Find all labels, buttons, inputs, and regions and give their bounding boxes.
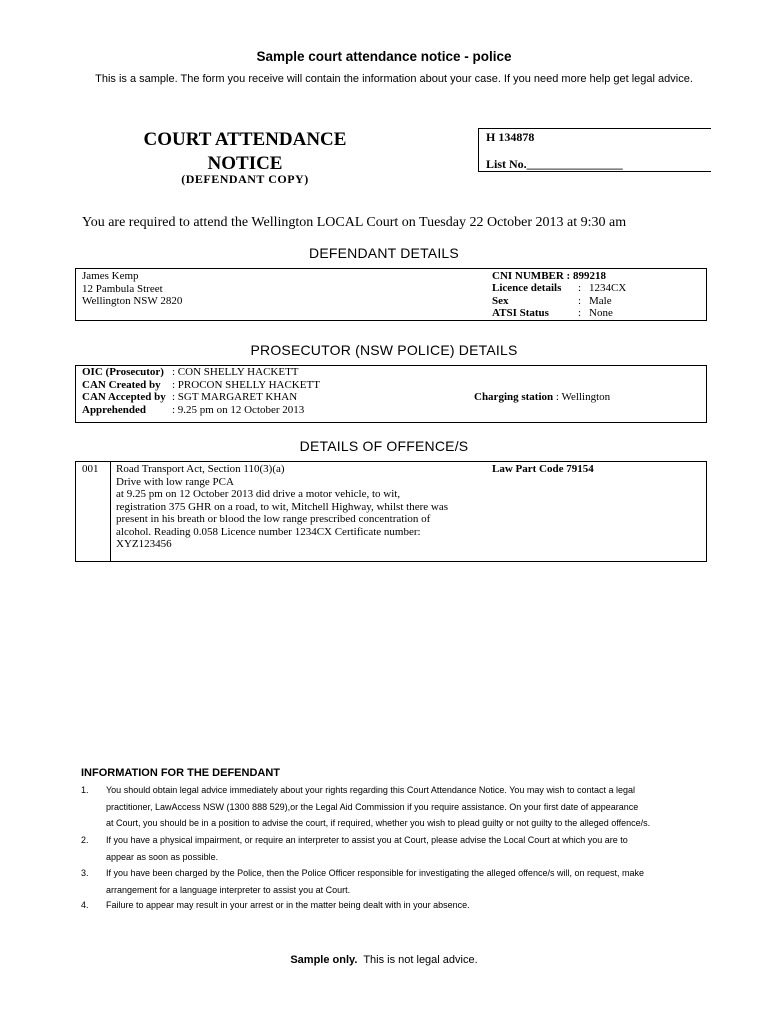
defendant-suburb: Wellington NSW 2820 <box>82 295 183 307</box>
law-part-code: Law Part Code 79154 <box>492 463 594 475</box>
reference-number: H 134878 <box>486 130 535 144</box>
list-number: List No.________________ <box>486 157 623 171</box>
notice-subtitle: (DEFENDANT COPY) <box>181 172 309 186</box>
attendance-line: You are required to attend the Wellington LOCAL Court on Tuesday 22 October 2013 at 9:30 am <box>82 215 627 230</box>
prosecutor-details-box <box>75 365 707 423</box>
licence-value: 1234CX <box>589 282 627 294</box>
prosecutor-details-heading: PROSECUTOR (NSW POLICE) DETAILS <box>250 342 518 358</box>
footer-text: This is not legal advice. <box>363 954 478 966</box>
prosecutor-fields <box>82 366 320 416</box>
information-item-2 <box>81 832 711 866</box>
charging-station-value: : Wellington <box>555 391 611 403</box>
charging-station-label: Charging station <box>474 391 554 403</box>
information-item-4 <box>81 897 711 914</box>
oic-row: OIC (Prosecutor) : CON SHELLY HACKETT <box>82 366 299 378</box>
footer-bold: Sample only. <box>290 954 358 966</box>
offence-details-heading: DETAILS OF OFFENCE/S <box>299 438 469 454</box>
item-text: If you have been charged by the Police, then the Police Officer responsible for investigating the alleged offence/s will, on request, make arrangement for a language interpreter to assist you at Court. <box>106 868 644 895</box>
offence-act: Road Transport Act, Section 110(3)(a) <box>116 463 285 475</box>
information-item-3 <box>81 865 711 899</box>
defendant-details-heading: DEFENDANT DETAILS <box>309 245 459 261</box>
defendant-street: 12 Pambula Street <box>82 282 163 295</box>
item-text: You should obtain legal advice immediately about your rights regarding this Court Attendance Notice. You may wish to contact a legal practitioner, LawAccess NSW (1300 888 529),or the Legal Aid Commission if you require assistance. On your first date of appearance at Court, you should be in a position to advise the court, if required, whether you wish to plead guilty or not guilty to the alleged offence/s. <box>106 785 651 828</box>
information-item-1 <box>81 782 711 832</box>
charging-station-row <box>474 391 610 404</box>
item-text: If you have a physical impairment, or require an interpreter to assist you at Court, please advise the Local Court at which you are to appear as soon as possible. <box>106 835 628 862</box>
sample-title: Sample court attendance notice - police <box>256 49 512 64</box>
footer-note <box>0 954 768 966</box>
notice-title-line1: COURT ATTENDANCE <box>143 129 347 150</box>
sample-intro: This is a sample. The form you receive will contain the information about your case. If you need more help get legal advice. <box>95 73 693 85</box>
defendant-address <box>82 270 182 308</box>
apprehended-row: Apprehended : 9.25 pm on 12 October 2013 <box>82 403 305 416</box>
defendant-details-box <box>75 268 707 321</box>
notice-title-line2: NOTICE <box>207 153 283 174</box>
offence-column-divider <box>110 461 111 562</box>
item-number: 4. <box>81 900 89 910</box>
offence-description: Road Transport Act, Section 110(3)(a) Drive with low range PCA at 9.25 pm on 12 October 2013 did drive a motor vehicle, to wit, registration 375 GHR on a road, to wit, Mitchell Highway, whilst there was present in his breath or blood the low range prescribed concentration of alcohol. Reading 0.058 Licence number 1234CX Certificate number: XYZ123456 <box>116 463 486 551</box>
information-heading: INFORMATION FOR THE DEFENDANT <box>81 767 281 779</box>
can-created-row: CAN Created by : PROCON SHELLY HACKETT <box>82 378 320 391</box>
atsi-label: ATSI Status <box>492 307 549 319</box>
can-accepted-row: CAN Accepted by : SGT MARGARET KHAN <box>82 391 298 403</box>
item-number: 3. <box>81 868 89 878</box>
item-number: 2. <box>81 835 89 845</box>
item-text: Failure to appear may result in your arrest or in the matter being dealt with in your absence. <box>106 900 470 910</box>
offence-details-box <box>75 461 707 562</box>
sex-value: Male <box>589 294 612 307</box>
atsi-value: None <box>589 307 613 319</box>
sex-label: Sex <box>492 294 509 307</box>
atsi-status-row: ATSI Status : None <box>492 307 613 319</box>
item-number: 1. <box>81 785 89 795</box>
licence-label: Licence details <box>492 282 562 294</box>
defendant-name: James Kemp <box>82 270 139 282</box>
cni-number: CNI NUMBER : 899218 <box>492 270 606 282</box>
licence-details-row: Licence details : 1234CX <box>492 282 627 294</box>
sex-row: Sex : Male <box>492 294 612 307</box>
notice-title <box>120 128 370 176</box>
offence-number: 001 <box>82 463 99 475</box>
